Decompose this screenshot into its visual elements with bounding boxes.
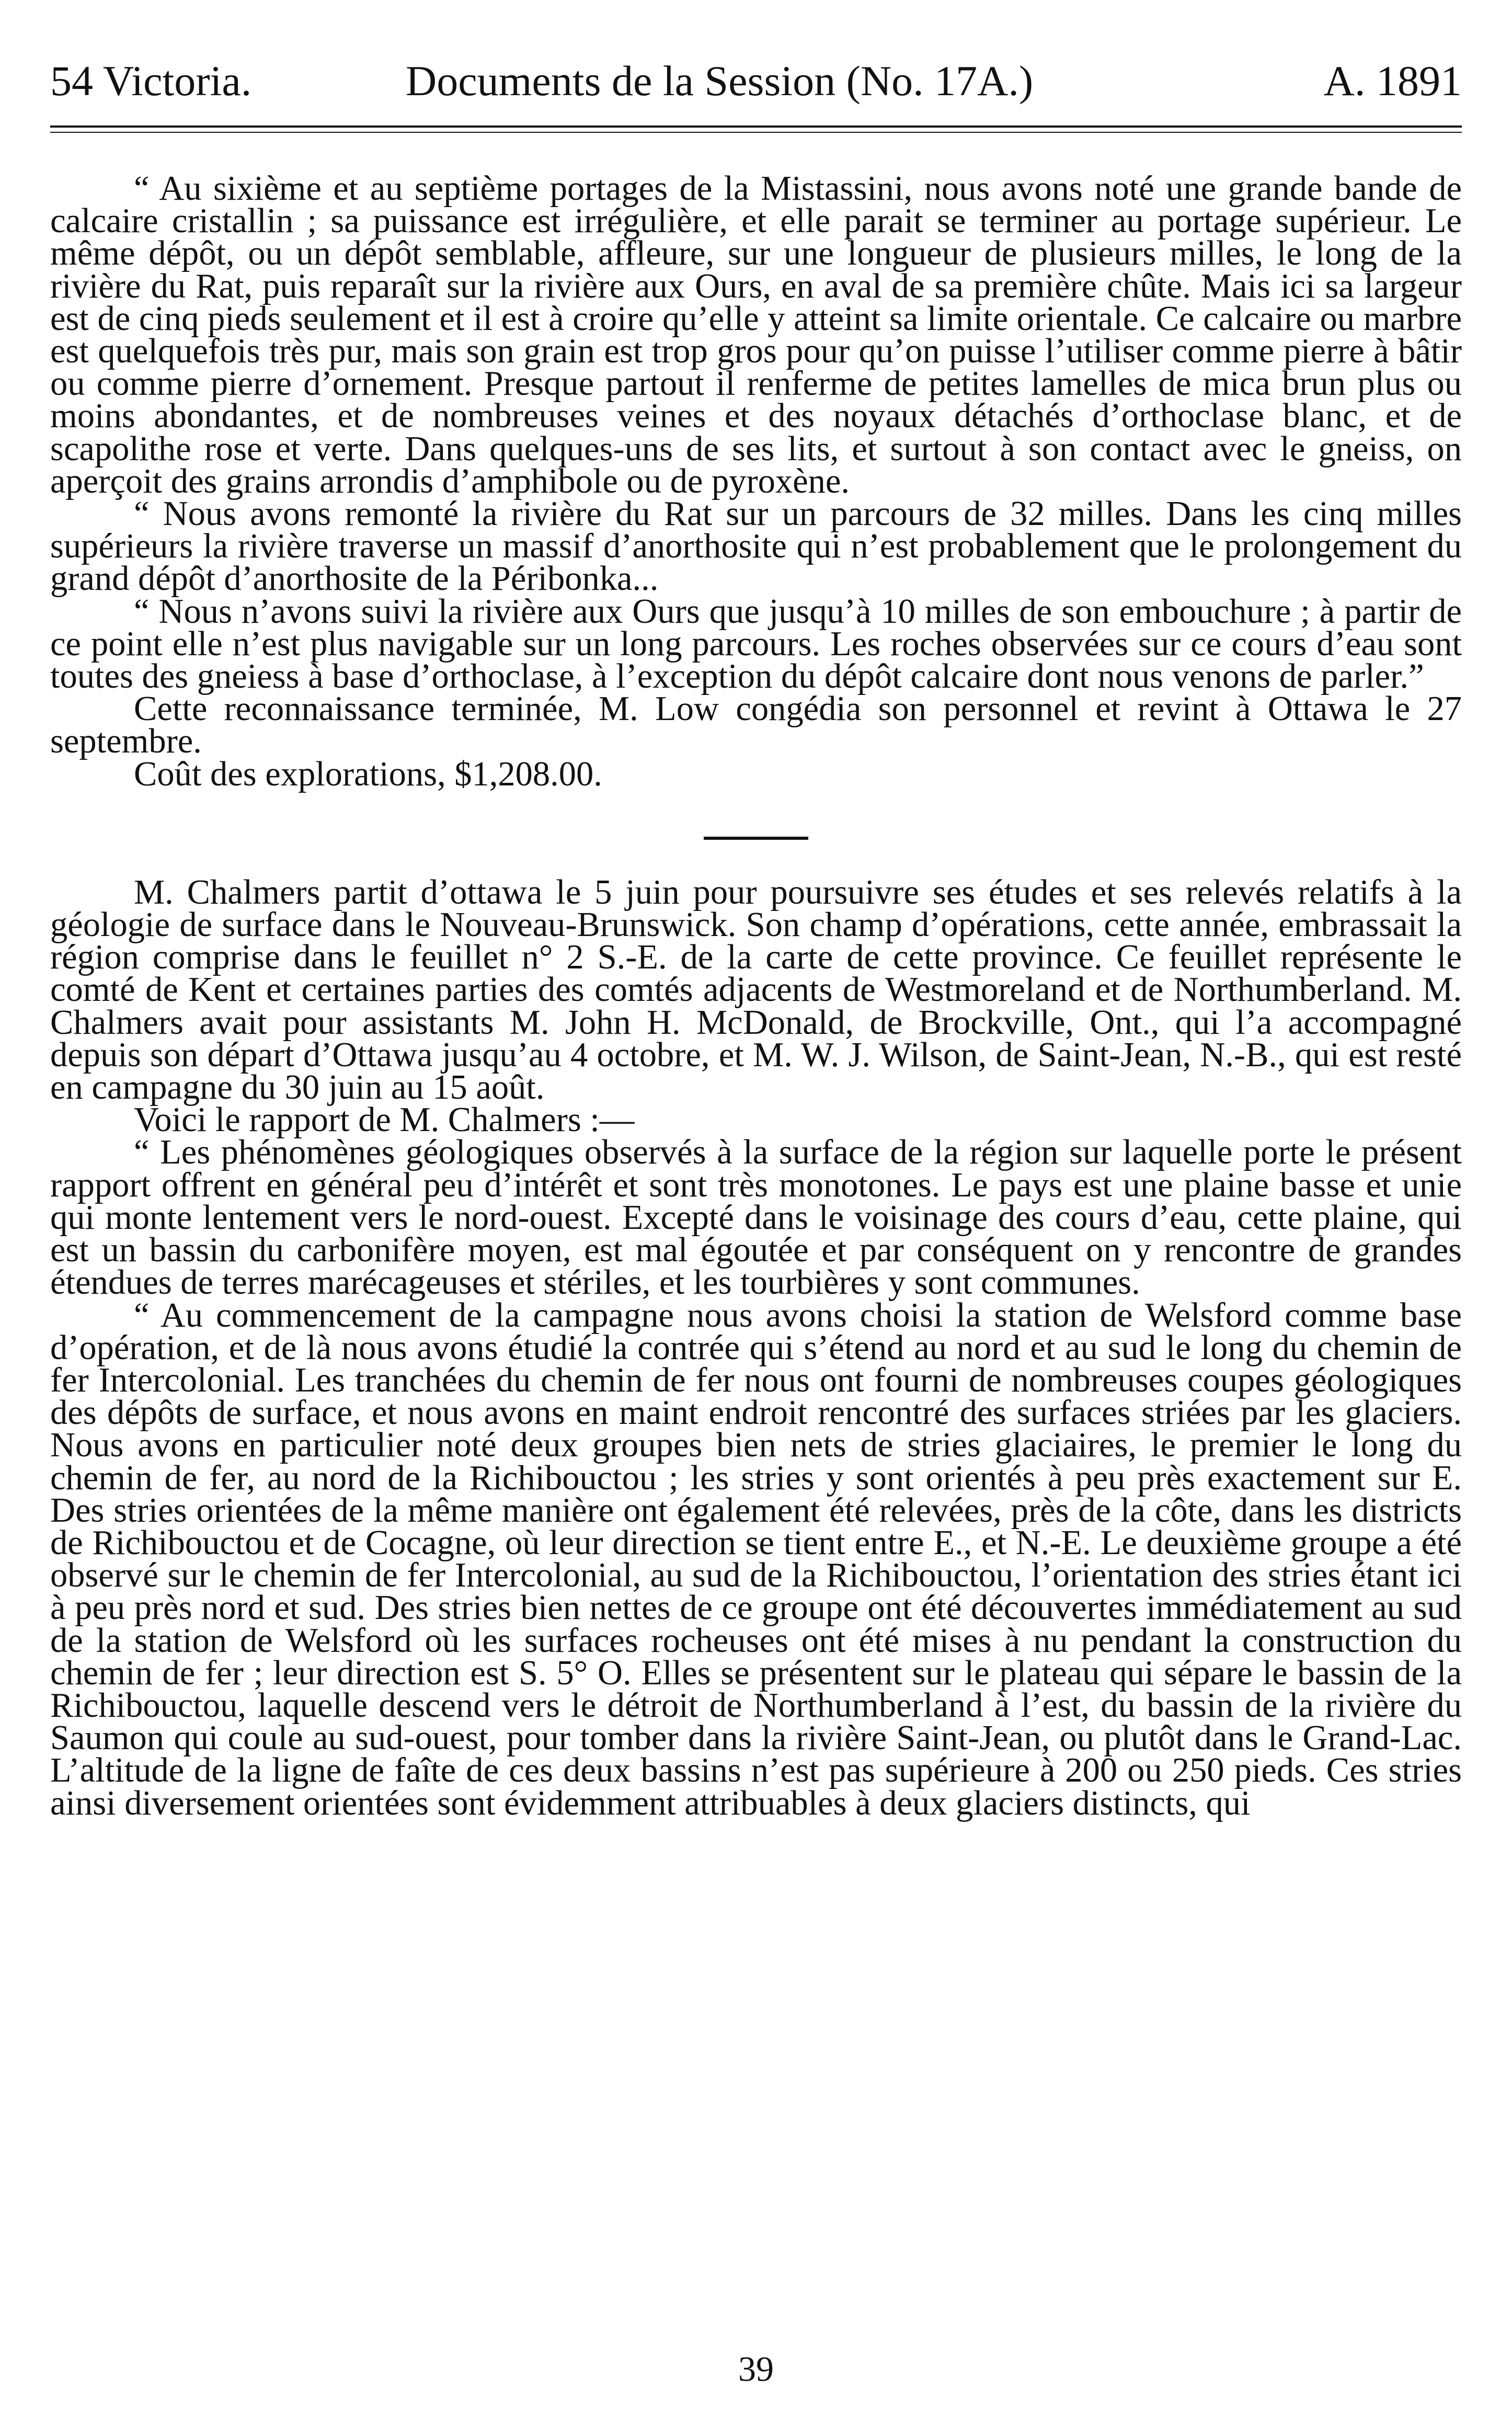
header-volume: 54 Victoria. <box>50 57 252 105</box>
paragraph: Cette reconnaissance terminée, M. Low congédia son personnel et revint à Ottawa le 27 septembre. <box>50 690 1462 761</box>
page-number: 39 <box>738 2349 774 2389</box>
paragraph: “ Nous n’avons suivi la rivière aux Ours que jusqu’à 10 milles de son embouchure ; à partir de ce point elle n’est plus navigable sur un long parcours. Les roches observées sur ce cours d’eau sont toutes des gneiess à base d’orthoclase, à l’exception du dépôt calcaire dont nous venons de parler.” <box>50 592 1462 696</box>
paragraph: Voici le rapport de M. Chalmers :— <box>134 1101 635 1139</box>
paragraph: “ Au commencement de la campagne nous avons choisi la station de Welsford comme base d’opération, et de là nous avons étudié la contrée qui s’étend au nord et au sud le long du chemin de fer Intercolonial. Les tranchées du chemin de fer nous ont fourni de nombreuses coupes géologiques des dépôts de surface, et nous avons en maint endroit rencontré des surfaces striées par les glaciers. Nous avons en particulier noté deux groupes bien nets de stries glaciaires, le premier le long du chemin de fer, au nord de la Richibouctou ; les stries y sont orientés à peu près exactement sur E. Des stries orientées de la même manière ont également été relevées, près de la côte, dans les districts de Richibouctou et de Cocagne, où leur direction se tient entre E., et N.-E. Le deuxième groupe a été observé sur le chemin de fer Intercolonial, au sud de la Richibouctou, l’orientation des stries étant ici à peu près nord et sud. Des stries bien nettes de ce groupe ont été découvertes immédiatement au sud de la station de Welsford où les surfaces rocheuses ont été mises à nu pendant la construction du chemin de fer ; leur direction est S. 5° O. Elles se présentent sur le plateau qui sépare le bassin de la Richibouctou, laquelle descend vers le détroit de Northumberland à l’est, du bassin de la rivière du Saumon qui coule au sud-ouest, pour tomber dans la rivière Saint-Jean, ou plutôt dans le Grand-Lac. L’altitude de la ligne de faîte de ces deux bassins n’est pas supérieure à 200 ou 250 pieds. Ces stries ainsi diversement orientées sont évidemment attribuables à deux glaciers distincts, qui <box>50 1296 1462 1822</box>
header-document-title: Documents de la Session (No. 17A.) <box>406 57 1034 105</box>
paragraph: Coût des explorations, $1,208.00. <box>134 755 602 793</box>
paragraph: “ Les phénomènes géologiques observés à la surface de la région sur laquelle porte le présent rapport offrent en général peu d’intérêt et sont très monotones. Le pays est une plaine basse et unie qui monte lentement vers le nord-ouest. Excepté dans le voisinage des cours d’eau, cette plaine, qui est un bassin du carbonifère moyen, est mal égoutée et par conséquent on y rencontre de grandes étendues de terres marécageuses et stériles, et les tourbières y sont communes. <box>50 1133 1462 1302</box>
header-year: A. 1891 <box>1323 57 1462 105</box>
paragraph: “ Nous avons remonté la rivière du Rat sur un parcours de 32 milles. Dans les cinq milles supérieurs la rivière traverse un massif d’anorthosite qui n’est probablement que le prolongement du grand dépôt d’anorthosite de la Péribonka... <box>50 495 1462 598</box>
section-separator-rule <box>704 837 808 840</box>
page-body <box>50 169 1462 1822</box>
paragraph: “ Au sixième et au septième portages de la Mistassini, nous avons noté une grande bande de calcaire cristallin ; sa puissance est irrégulière, et elle parait se terminer au portage supérieur. Le même dépôt, ou un dépôt semblable, affleure, sur une longueur de plusieurs milles, le long de la rivière du Rat, puis reparaît sur la rivière aux Ours, en aval de sa première chûte. Mais ici sa largeur est de cinq pieds seulement et il est à croire qu’elle y atteint sa limite orientale. Ce calcaire ou marbre est quelquefois très pur, mais son grain est trop gros pour qu’on puisse l’utiliser comme pierre à bâtir ou comme pierre d’ornement. Presque partout il renferme de petites lamelles de mica brun plus ou moins abondantes, et de nombreuses veines et des noyaux détachés d’orthoclase blanc, et de scapolithe rose et verte. Dans quelques-uns de ses lits, et surtout à son contact avec le gneiss, on aperçoit des grains arrondis d’amphibole ou de pyroxène. <box>50 169 1462 500</box>
header-double-rule <box>50 126 1462 133</box>
running-header <box>50 58 1462 105</box>
paragraph: M. Chalmers partit d’ottawa le 5 juin pour poursuivre ses études et ses relevés relatifs à la géologie de surface dans le Nouveau-Brunswick. Son champ d’opérations, cette année, embrassait la région comprise dans le feuillet n° 2 S.-E. de la carte de cette province. Ce feuillet représente le comté de Kent et certaines parties des comtés adjacents de Westmoreland et de Northumberland. M. Chalmers avait pour assistants M. John H. McDonald, de Brockville, Ont., qui l’a accompagné depuis son départ d’Ottawa jusqu’au 4 octobre, et M. W. J. Wilson, de Saint-Jean, N.-B., qui est resté en campagne du 30 juin au 15 août. <box>50 873 1462 1107</box>
